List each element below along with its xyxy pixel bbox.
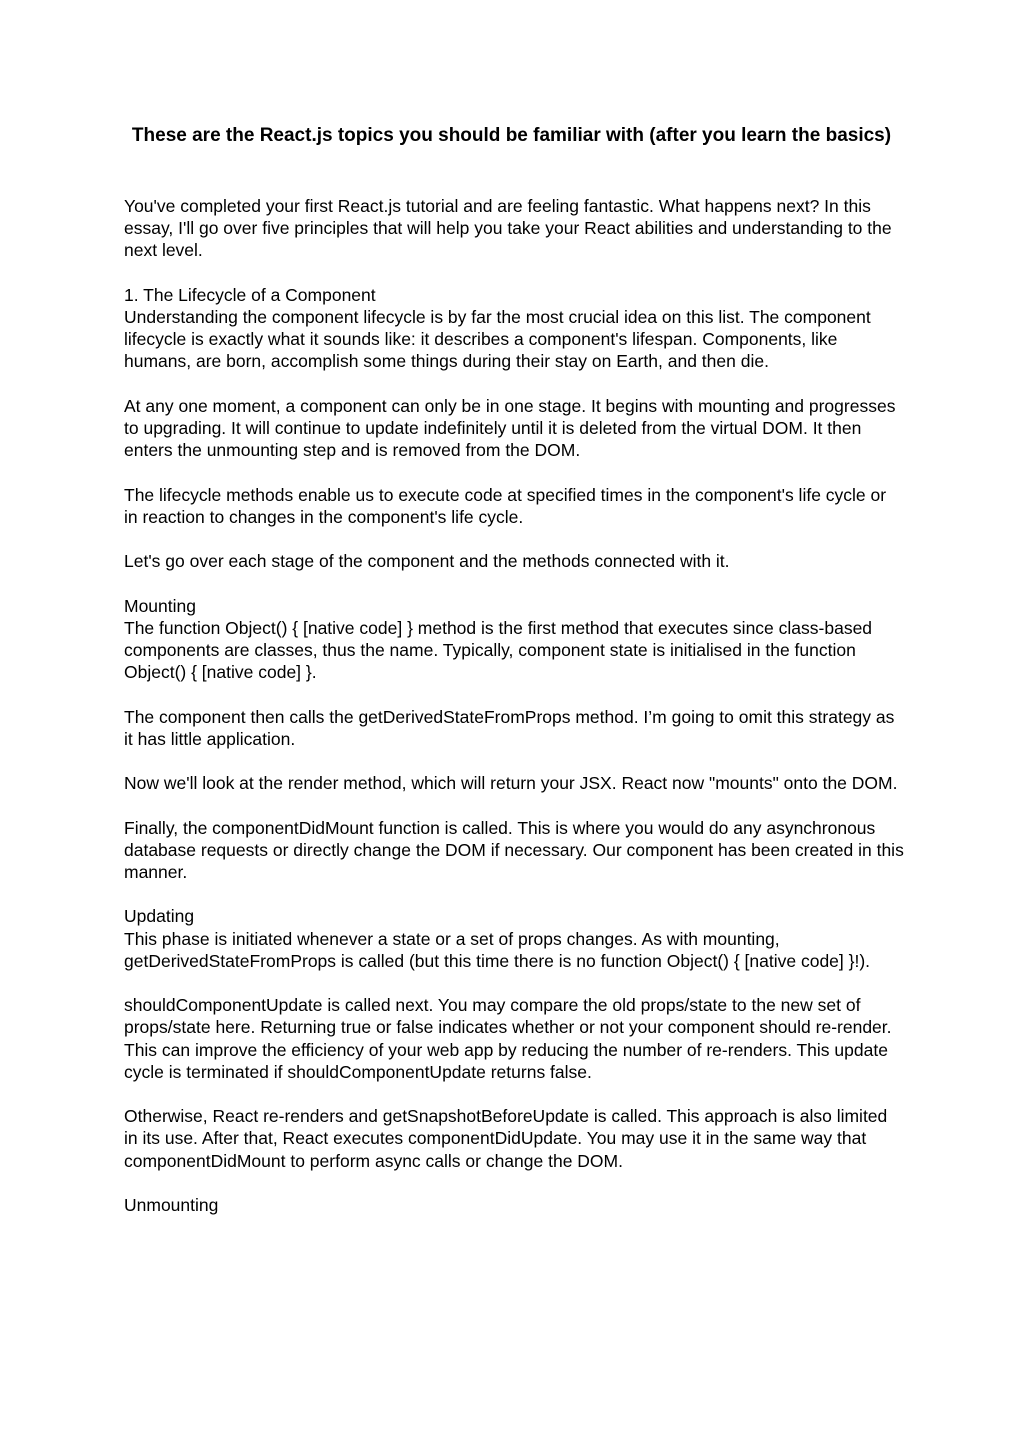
paragraph-line: This phase is initiated whenever a state or a set of props changes. As with mounting, getDerivedStateFromProps is called (but this time there is no function Object() { [native code] }!). [124, 928, 871, 971]
section-heading: Mounting [124, 595, 196, 616]
paragraph-lifecycle [124, 284, 904, 373]
paragraph-line: At any one moment, a component can only be in one stage. It begins with mounting and progresses to upgrading. It will continue to update indefinitely until it is deleted from the virtual DOM. It then enters the unmounting step and is removed from the DOM. [124, 395, 896, 461]
paragraph-render [124, 772, 904, 794]
paragraph-unmounting [124, 1194, 904, 1216]
paragraph-line: The lifecycle methods enable us to execute code at specified times in the component's life cycle or in reaction to changes in the component's life cycle. [124, 484, 887, 527]
paragraph-line: The function Object() { [native code] } method is the first method that executes since class-based components are classes, thus the name. Typically, component state is initialised in the function Object() { [native code] }. [124, 617, 873, 683]
document-title: These are the React.js topics you should be familiar with (after you learn the basics) [131, 125, 892, 146]
section-heading: Updating [124, 906, 195, 927]
paragraph-derived-state [124, 706, 904, 750]
paragraph-line: You've completed your first React.js tutorial and are feeling fantastic. What happens next? In this essay, I'll go over five principles that will help you take your React abilities and understanding to the next level. [124, 196, 892, 261]
paragraph-overview [124, 550, 904, 572]
paragraph-line: Now we'll look at the render method, which will return your JSX. React now "mounts" onto the DOM. [124, 773, 898, 794]
paragraph-line: shouldComponentUpdate is called next. You may compare the old props/state to the new set of props/state here. Returning true or false indicates whether or not your component should re-render. This can improve the efficiency of your web app by reducing the number of re-renders. This update cycle is terminated if shouldComponentUpdate returns false. [124, 995, 892, 1082]
paragraph-intro [124, 195, 904, 262]
paragraph-lifecycle-methods [124, 484, 904, 528]
paragraph-did-mount [124, 817, 904, 884]
paragraph-line: The component then calls the getDerivedStateFromProps method. I’m going to omit this strategy as it has little application. [124, 706, 895, 749]
section-heading: 1. The Lifecycle of a Component [124, 284, 376, 305]
paragraph-line: Otherwise, React re-renders and getSnapshotBeforeUpdate is called. This approach is also limited in its use. After that, React executes componentDidUpdate. You may use it in the same way that componentDidMount to perform async calls or change the DOM. [124, 1106, 888, 1171]
paragraph-should-update [124, 994, 904, 1083]
paragraph-stages [124, 395, 904, 462]
paragraph-mounting [124, 595, 904, 684]
paragraph-updating [124, 905, 904, 972]
paragraph-line: Finally, the componentDidMount function is called. This is where you would do any asynchronous database requests or directly change the DOM if necessary. Our component has been created in this manner. [124, 817, 904, 882]
paragraph-snapshot [124, 1105, 904, 1172]
section-heading: Unmounting [124, 1194, 219, 1215]
paragraph-line: Understanding the component lifecycle is by far the most crucial idea on this list. The component lifecycle is exactly what it sounds like: it describes a component's lifespan. Components, like humans, are born, accomplish some things during their stay on Earth, and then die. [124, 307, 871, 372]
document-body [124, 195, 904, 1238]
paragraph-line: Let's go over each stage of the component and the methods connected with it. [124, 551, 730, 572]
